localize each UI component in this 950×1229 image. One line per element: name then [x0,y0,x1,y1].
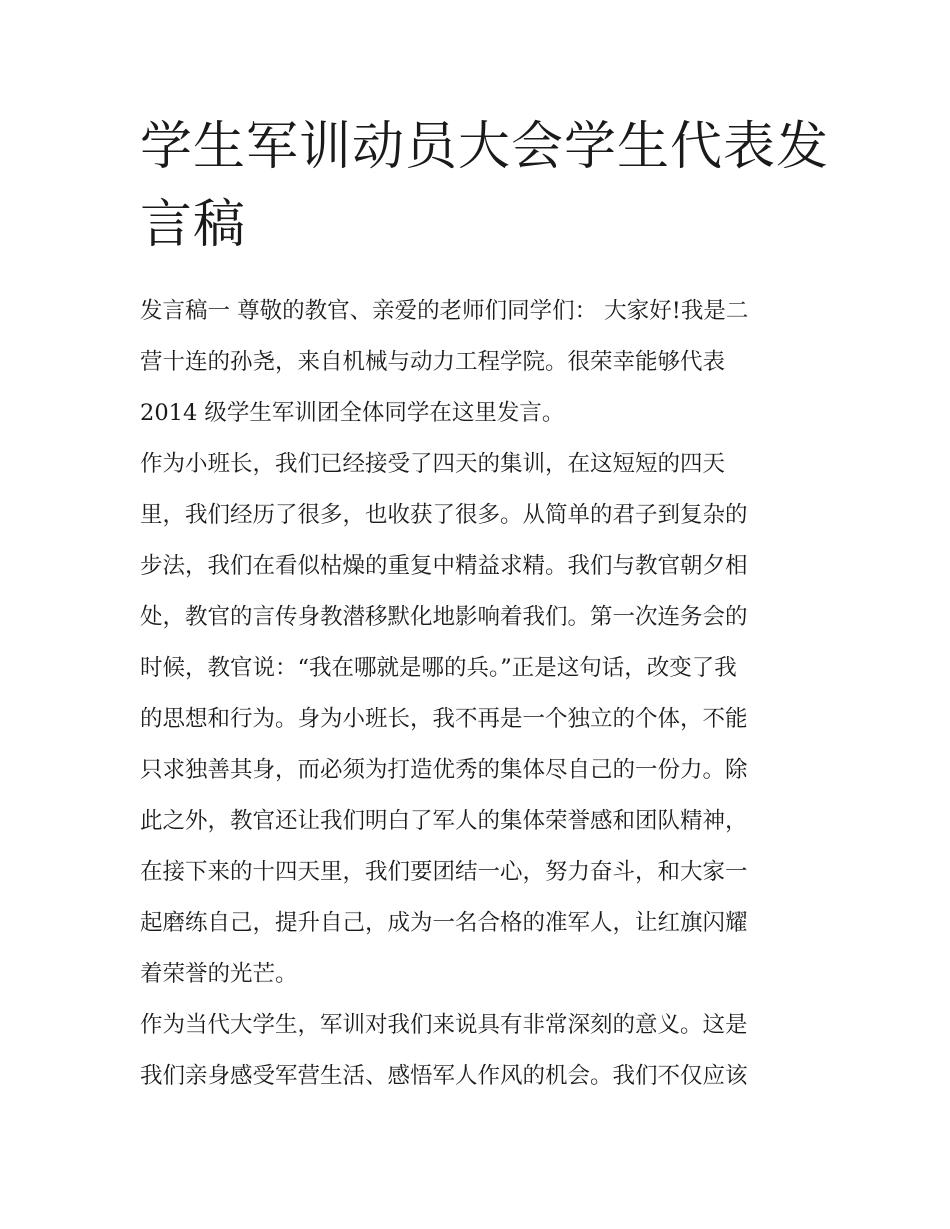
title-line: 言稿 [140,195,247,255]
text-line: 在接下来的十四天里，我们要团结一心，努力奋斗，和大家一 [140,859,748,885]
text-line: 时候，教官说：“我在哪就是哪的兵。”正是这句话，改变了我 [140,655,737,681]
text-line: 作为小班长，我们已经接受了四天的集训，在这短短的四天 [140,451,726,477]
text-line: 只求独善其身，而必须为打造优秀的集体尽自己的一份力。除 [140,757,748,783]
paragraph-1 [140,286,812,439]
title-line: 学生军训动员大会学生代表发 [140,117,830,177]
text-line: 步法，我们在看似枯燥的重复中精益求精。我们与教官朝夕相 [140,553,748,579]
document-title [140,108,830,264]
text-line: 2014 级学生军训团全体同学在这里发言。 [140,400,565,426]
text-line: 此之外，教官还让我们明白了军人的集体荣誉感和团队精神， [140,808,748,834]
text-line: 的思想和行为。身为小班长，我不再是一个独立的个体，不能 [140,706,748,732]
text-line: 处，教官的言传身教潜移默化地影响着我们。第一次连务会的 [140,604,748,630]
text-line: 着荣誉的光芒。 [140,961,298,987]
text-line: 里，我们经历了很多，也收获了很多。从简单的君子到复杂的 [140,502,748,528]
document-page [140,108,830,1102]
text-line: 起磨练自己，提升自己，成为一名合格的准军人，让红旗闪耀 [140,910,748,936]
text-line: 我们亲身感受军营生活、感悟军人作风的机会。我们不仅应该 [140,1063,748,1089]
document-body [140,286,812,1102]
text-line: 发言稿一 尊敬的教官、亲爱的老师们同学们： 大家好!我是二 [140,298,749,324]
text-line: 作为当代大学生，军训对我们来说具有非常深刻的意义。这是 [140,1012,748,1038]
text-line: 营十连的孙尧，来自机械与动力工程学院。很荣幸能够代表 [140,349,726,375]
paragraph-3 [140,1000,812,1102]
paragraph-2 [140,439,812,1000]
